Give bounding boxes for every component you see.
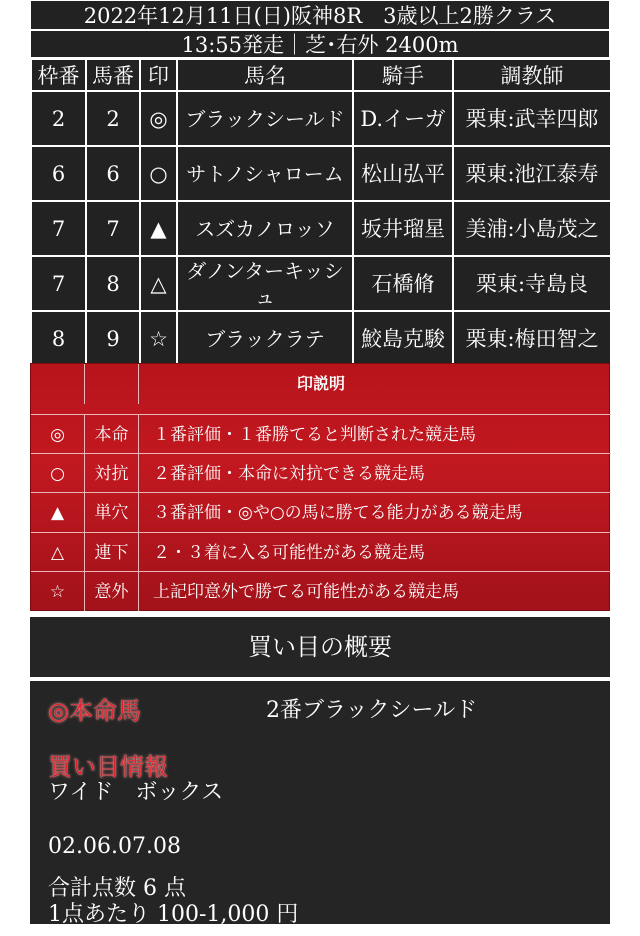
mark-cell: ▲ bbox=[140, 201, 177, 256]
waku-cell: 7 bbox=[31, 256, 86, 311]
table-row bbox=[31, 311, 611, 366]
mark-cell: ☆ bbox=[140, 311, 177, 366]
table-row bbox=[31, 146, 611, 201]
legend-desc: ２番評価・本命に対抗できる競走馬 bbox=[153, 464, 425, 484]
trainer-cell: 栗東:寺島良 bbox=[453, 256, 611, 311]
race-subtitle: 13:55発走｜芝･右外 2400m bbox=[30, 30, 610, 58]
umaban-cell: 9 bbox=[86, 311, 140, 366]
horse-name-cell: ブラックラテ bbox=[177, 311, 353, 366]
header-mark: 印 bbox=[140, 59, 177, 91]
bet-type: ワイド ボックス bbox=[48, 780, 224, 805]
mark-legend bbox=[30, 363, 610, 611]
legend-desc: ３番評価・◎や○の馬に勝てる能力がある競走馬 bbox=[153, 503, 523, 523]
legend-desc: ２・３着に入る可能性がある競走馬 bbox=[153, 543, 425, 563]
race-title: 2022年12月11日(日)阪神8R 3歳以上2勝クラス bbox=[30, 0, 610, 30]
mark-cell: △ bbox=[140, 256, 177, 311]
header-umaban: 馬番 bbox=[86, 59, 140, 91]
legend-label: 意外 bbox=[94, 582, 129, 602]
legend-row bbox=[31, 571, 611, 611]
summary-header: 買い目の概要 bbox=[30, 617, 610, 679]
trainer-cell: 美浦:小島茂之 bbox=[453, 201, 611, 256]
umaban-cell: 7 bbox=[86, 201, 140, 256]
jockey-cell: 石橋脩 bbox=[353, 256, 453, 311]
trainer-cell: 栗東:池江泰寿 bbox=[453, 146, 611, 201]
bet-info-label: 買い目情報 bbox=[48, 753, 168, 781]
table-row bbox=[31, 91, 611, 146]
summary-panel bbox=[30, 681, 610, 927]
price-per-point: 1点あたり 100-1,000 円 bbox=[48, 902, 299, 927]
jockey-cell: D.イーガ bbox=[353, 91, 453, 146]
bet-numbers: 02.06.07.08 bbox=[48, 834, 181, 859]
horse-name-cell: ダノンターキッシュ bbox=[177, 256, 353, 311]
header-jockey: 騎手 bbox=[353, 59, 453, 91]
jockey-cell: 松山弘平 bbox=[353, 146, 453, 201]
honmei-label: ◎本命馬 bbox=[48, 697, 141, 725]
legend-label: 単穴 bbox=[94, 503, 129, 523]
waku-cell: 7 bbox=[31, 201, 86, 256]
legend-header-row bbox=[31, 364, 611, 404]
umaban-cell: 8 bbox=[86, 256, 140, 311]
honmei-value: 2番ブラックシールド bbox=[266, 698, 478, 723]
legend-row bbox=[31, 492, 611, 532]
honmei-mark-icon: ◎ bbox=[50, 425, 65, 445]
mark-cell: ◎ bbox=[140, 91, 177, 146]
waku-cell: 8 bbox=[31, 311, 86, 366]
umaban-cell: 2 bbox=[86, 91, 140, 146]
legend-row bbox=[31, 414, 611, 453]
header-waku: 枠番 bbox=[31, 59, 86, 91]
taiko-mark-icon: ○ bbox=[50, 464, 65, 484]
jockey-cell: 坂井瑠星 bbox=[353, 201, 453, 256]
igai-mark-icon: ☆ bbox=[49, 582, 66, 602]
total-points: 合計点数 6 点 bbox=[48, 876, 186, 901]
waku-cell: 6 bbox=[31, 146, 86, 201]
waku-cell: 2 bbox=[31, 91, 86, 146]
jockey-cell: 鮫島克駿 bbox=[353, 311, 453, 366]
header-horse-name: 馬名 bbox=[177, 59, 353, 91]
umaban-cell: 6 bbox=[86, 146, 140, 201]
header-trainer: 調教師 bbox=[453, 59, 611, 91]
trainer-cell: 栗東:梅田智之 bbox=[453, 311, 611, 366]
renka-mark-icon: △ bbox=[50, 543, 65, 563]
horse-name-cell: サトノシャローム bbox=[177, 146, 353, 201]
trainer-cell: 栗東:武幸四郎 bbox=[453, 91, 611, 146]
mark-cell: ○ bbox=[140, 146, 177, 201]
table-header-row bbox=[31, 59, 611, 91]
legend-row bbox=[31, 532, 611, 571]
legend-label: 本命 bbox=[94, 425, 129, 445]
horse-table bbox=[30, 58, 612, 367]
tanana-mark-icon: ▲ bbox=[50, 503, 65, 523]
legend-desc: 上記印意外で勝てる可能性がある競走馬 bbox=[153, 582, 459, 602]
horse-name-cell: スズカノロッソ bbox=[177, 201, 353, 256]
legend-label: 連下 bbox=[94, 543, 129, 563]
table-row bbox=[31, 256, 611, 311]
table-row bbox=[31, 201, 611, 256]
legend-row bbox=[31, 453, 611, 492]
legend-title: 印説明 bbox=[296, 374, 345, 393]
legend-desc: １番評価・１番勝てると判断された競走馬 bbox=[153, 425, 476, 445]
legend-label: 対抗 bbox=[94, 464, 129, 484]
horse-name-cell: ブラックシールド bbox=[177, 91, 353, 146]
